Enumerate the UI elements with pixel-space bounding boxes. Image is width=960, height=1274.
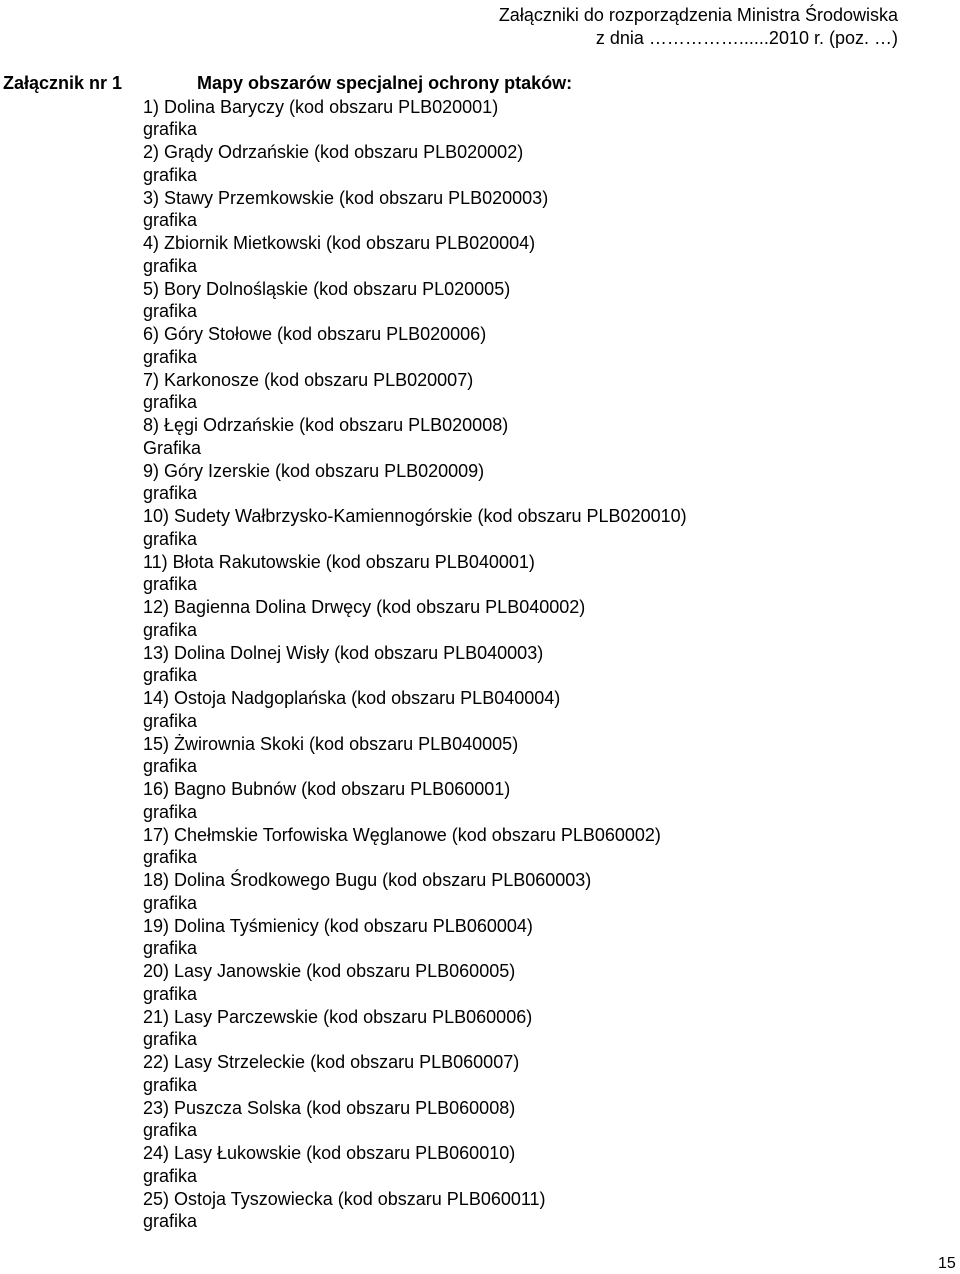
list-item bbox=[143, 778, 943, 824]
list-item bbox=[143, 1006, 943, 1052]
list-item bbox=[143, 960, 943, 1006]
area-name: 5) Bory Dolnośląskie (kod obszaru PL020005) bbox=[143, 278, 511, 299]
area-name: 10) Sudety Wałbrzysko-Kamiennogórskie (kod obszaru PLB020010) bbox=[143, 506, 687, 526]
map-placeholder: grafika bbox=[143, 756, 198, 777]
header-line-1: Załączniki do rozporządzenia Ministra Środowiska bbox=[498, 5, 898, 25]
area-name: 14) Ostoja Nadgoplańska (kod obszaru PLB040004) bbox=[143, 688, 561, 708]
map-placeholder: grafika bbox=[143, 847, 198, 868]
area-name: 24) Lasy Łukowskie (kod obszaru PLB060010) bbox=[143, 1143, 516, 1163]
area-name: 17) Chełmskie Torfowiska Węglanowe (kod obszaru PLB060002) bbox=[143, 824, 661, 845]
area-name: 21) Lasy Parczewskie (kod obszaru PLB060006) bbox=[143, 1006, 533, 1027]
map-placeholder: grafika bbox=[143, 938, 198, 959]
map-placeholder: grafika bbox=[143, 210, 198, 231]
area-name: 18) Dolina Środkowego Bugu (kod obszaru PLB060003) bbox=[143, 870, 592, 890]
list-item bbox=[143, 1097, 943, 1143]
list-item bbox=[143, 687, 943, 733]
list-item bbox=[143, 278, 943, 324]
list-item bbox=[143, 869, 943, 915]
annex-label: Załącznik nr 1 bbox=[3, 73, 123, 93]
list-item bbox=[143, 915, 943, 961]
area-name: 9) Góry Izerskie (kod obszaru PLB020009) bbox=[143, 460, 485, 481]
map-placeholder: grafika bbox=[143, 1074, 198, 1095]
map-placeholder: grafika bbox=[143, 483, 198, 504]
list-item bbox=[143, 505, 943, 551]
map-placeholder: grafika bbox=[143, 619, 198, 640]
area-name: 15) Żwirownia Skoki (kod obszaru PLB040005) bbox=[143, 733, 519, 754]
area-name: 11) Błota Rakutowskie (kod obszaru PLB040001) bbox=[143, 551, 535, 572]
list-item bbox=[143, 96, 943, 142]
list-item bbox=[143, 1188, 943, 1234]
map-placeholder: Grafika bbox=[143, 437, 202, 458]
map-placeholder: grafika bbox=[143, 1120, 198, 1141]
protected-area-list bbox=[143, 96, 943, 1234]
area-name: 4) Zbiornik Mietkowski (kod obszaru PLB020004) bbox=[143, 233, 536, 253]
map-placeholder: grafika bbox=[143, 892, 198, 913]
list-item bbox=[143, 323, 943, 369]
list-item bbox=[143, 414, 943, 460]
list-item bbox=[143, 232, 943, 278]
map-placeholder: grafika bbox=[143, 801, 198, 822]
map-placeholder: grafika bbox=[143, 392, 198, 413]
map-placeholder: grafika bbox=[143, 1029, 198, 1050]
area-name: 3) Stawy Przemkowskie (kod obszaru PLB020003) bbox=[143, 187, 549, 208]
list-item bbox=[143, 460, 943, 506]
list-item bbox=[143, 551, 943, 597]
map-placeholder: grafika bbox=[143, 665, 198, 686]
area-name: 19) Dolina Tyśmienicy (kod obszaru PLB060004) bbox=[143, 915, 533, 936]
list-item bbox=[143, 187, 943, 233]
list-item bbox=[143, 1051, 943, 1097]
area-name: 25) Ostoja Tyszowiecka (kod obszaru PLB060011) bbox=[143, 1188, 546, 1209]
area-name: 23) Puszcza Solska (kod obszaru PLB060008) bbox=[143, 1097, 516, 1118]
area-name: 8) Łęgi Odrzańskie (kod obszaru PLB020008) bbox=[143, 415, 509, 435]
list-item bbox=[143, 369, 943, 415]
area-name: 7) Karkonosze (kod obszaru PLB020007) bbox=[143, 369, 474, 390]
list-item bbox=[143, 596, 943, 642]
area-name: 20) Lasy Janowskie (kod obszaru PLB060005) bbox=[143, 961, 516, 981]
map-placeholder: grafika bbox=[143, 164, 198, 185]
area-name: 12) Bagienna Dolina Drwęcy (kod obszaru PLB040002) bbox=[143, 597, 586, 617]
map-placeholder: grafika bbox=[143, 1211, 198, 1232]
map-placeholder: grafika bbox=[143, 528, 198, 549]
map-placeholder: grafika bbox=[143, 1165, 198, 1186]
annex-title: Mapy obszarów specjalnej ochrony ptaków: bbox=[197, 73, 573, 93]
map-placeholder: grafika bbox=[143, 346, 198, 367]
list-item bbox=[143, 733, 943, 779]
area-name: 13) Dolina Dolnej Wisły (kod obszaru PLB040003) bbox=[143, 642, 544, 663]
map-placeholder: grafika bbox=[143, 255, 198, 276]
area-name: 22) Lasy Strzeleckie (kod obszaru PLB060007) bbox=[143, 1052, 520, 1072]
list-item bbox=[143, 642, 943, 688]
map-placeholder: grafika bbox=[143, 983, 198, 1004]
map-placeholder: grafika bbox=[143, 119, 198, 140]
list-item bbox=[143, 1142, 943, 1188]
area-name: 6) Góry Stołowe (kod obszaru PLB020006) bbox=[143, 324, 487, 344]
header-line-2: z dnia ……………......2010 r. (poz. …) bbox=[595, 28, 898, 48]
area-name: 1) Dolina Baryczy (kod obszaru PLB020001) bbox=[143, 96, 499, 117]
area-name: 16) Bagno Bubnów (kod obszaru PLB060001) bbox=[143, 779, 511, 799]
map-placeholder: grafika bbox=[143, 574, 198, 595]
map-placeholder: grafika bbox=[143, 710, 198, 731]
list-item bbox=[143, 824, 943, 870]
area-name: 2) Grądy Odrzańskie (kod obszaru PLB020002) bbox=[143, 142, 524, 162]
page-number: 15 bbox=[938, 1255, 956, 1272]
map-placeholder: grafika bbox=[143, 301, 198, 322]
document-header-note bbox=[499, 4, 898, 50]
list-item bbox=[143, 141, 943, 187]
